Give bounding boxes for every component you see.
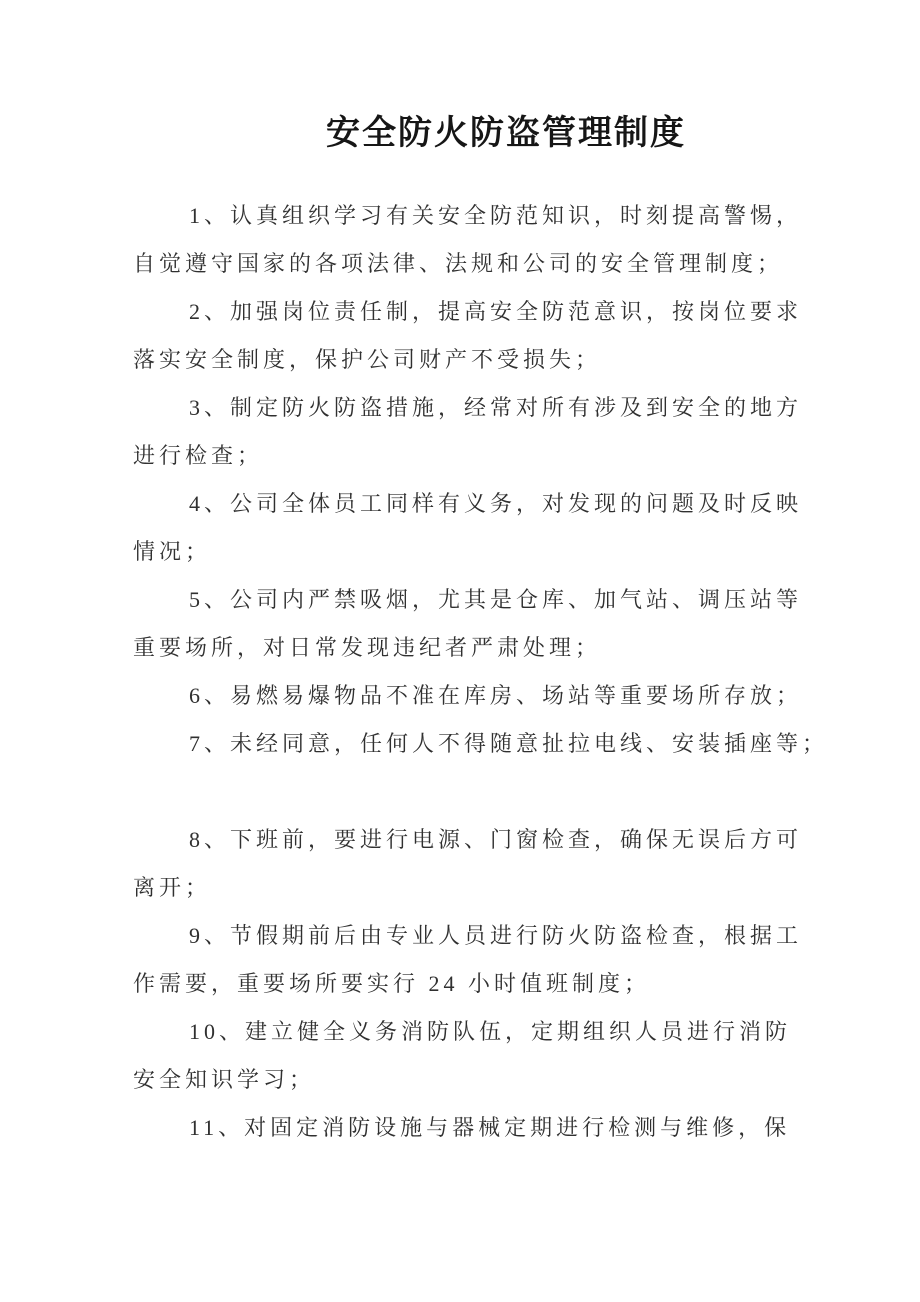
text-line: 自觉遵守国家的各项法律、法规和公司的安全管理制度； — [133, 251, 784, 276]
paragraph-item-10 — [133, 1008, 793, 1104]
paragraph-item-7 — [133, 720, 829, 768]
paragraph-item-2 — [133, 288, 803, 384]
text-line: 作需要，重要场所要实行 24 小时值班制度； — [133, 971, 651, 996]
text-line: 情况； — [133, 539, 212, 564]
text-line: 9、节假期前后由专业人员进行防火防盗检查，根据工 — [189, 923, 803, 948]
text-line: 8、下班前，要进行电源、门窗检查，确保无误后方可 — [189, 827, 803, 852]
paragraph-item-6 — [133, 672, 803, 720]
paragraph-item-9 — [133, 912, 803, 1008]
text-line: 重要场所，对日常发现违纪者严肃处理； — [133, 635, 602, 660]
text-line: 3、制定防火防盗措施，经常对所有涉及到安全的地方 — [189, 395, 803, 420]
text-line: 6、易燃易爆物品不准在库房、场站等重要场所存放； — [189, 683, 803, 708]
text-line: 离开； — [133, 875, 212, 900]
paragraph-item-4 — [133, 480, 803, 576]
text-line: 落实安全制度，保护公司财产不受损失； — [133, 347, 602, 372]
text-line: 4、公司全体员工同样有义务，对发现的问题及时反映 — [189, 491, 803, 516]
paragraph-item-11 — [133, 1104, 793, 1152]
text-line: 11、对固定消防设施与器械定期进行检测与维修，保 — [189, 1115, 791, 1140]
text-line: 2、加强岗位责任制，提高安全防范意识，按岗位要求 — [189, 299, 803, 324]
text-line: 10、建立健全义务消防队伍，定期组织人员进行消防 — [189, 1019, 792, 1044]
paragraph-item-8 — [133, 816, 803, 912]
text-line: 安全知识学习； — [133, 1067, 316, 1092]
document-body — [133, 192, 829, 1152]
text-line: 1、认真组织学习有关安全防范知识，时刻提高警惕， — [189, 203, 803, 228]
blank-line — [133, 768, 793, 816]
paragraph-item-3 — [133, 384, 803, 480]
text-line: 7、未经同意，任何人不得随意扯拉电线、安装插座等； — [189, 731, 829, 756]
text-line: 5、公司内严禁吸烟，尤其是仓库、加气站、调压站等 — [189, 587, 803, 612]
document-title: 安全防火防盗管理制度 — [326, 114, 686, 152]
paragraph-item-5 — [133, 576, 803, 672]
paragraph-item-1 — [133, 192, 803, 288]
text-line: 进行检查； — [133, 443, 264, 468]
